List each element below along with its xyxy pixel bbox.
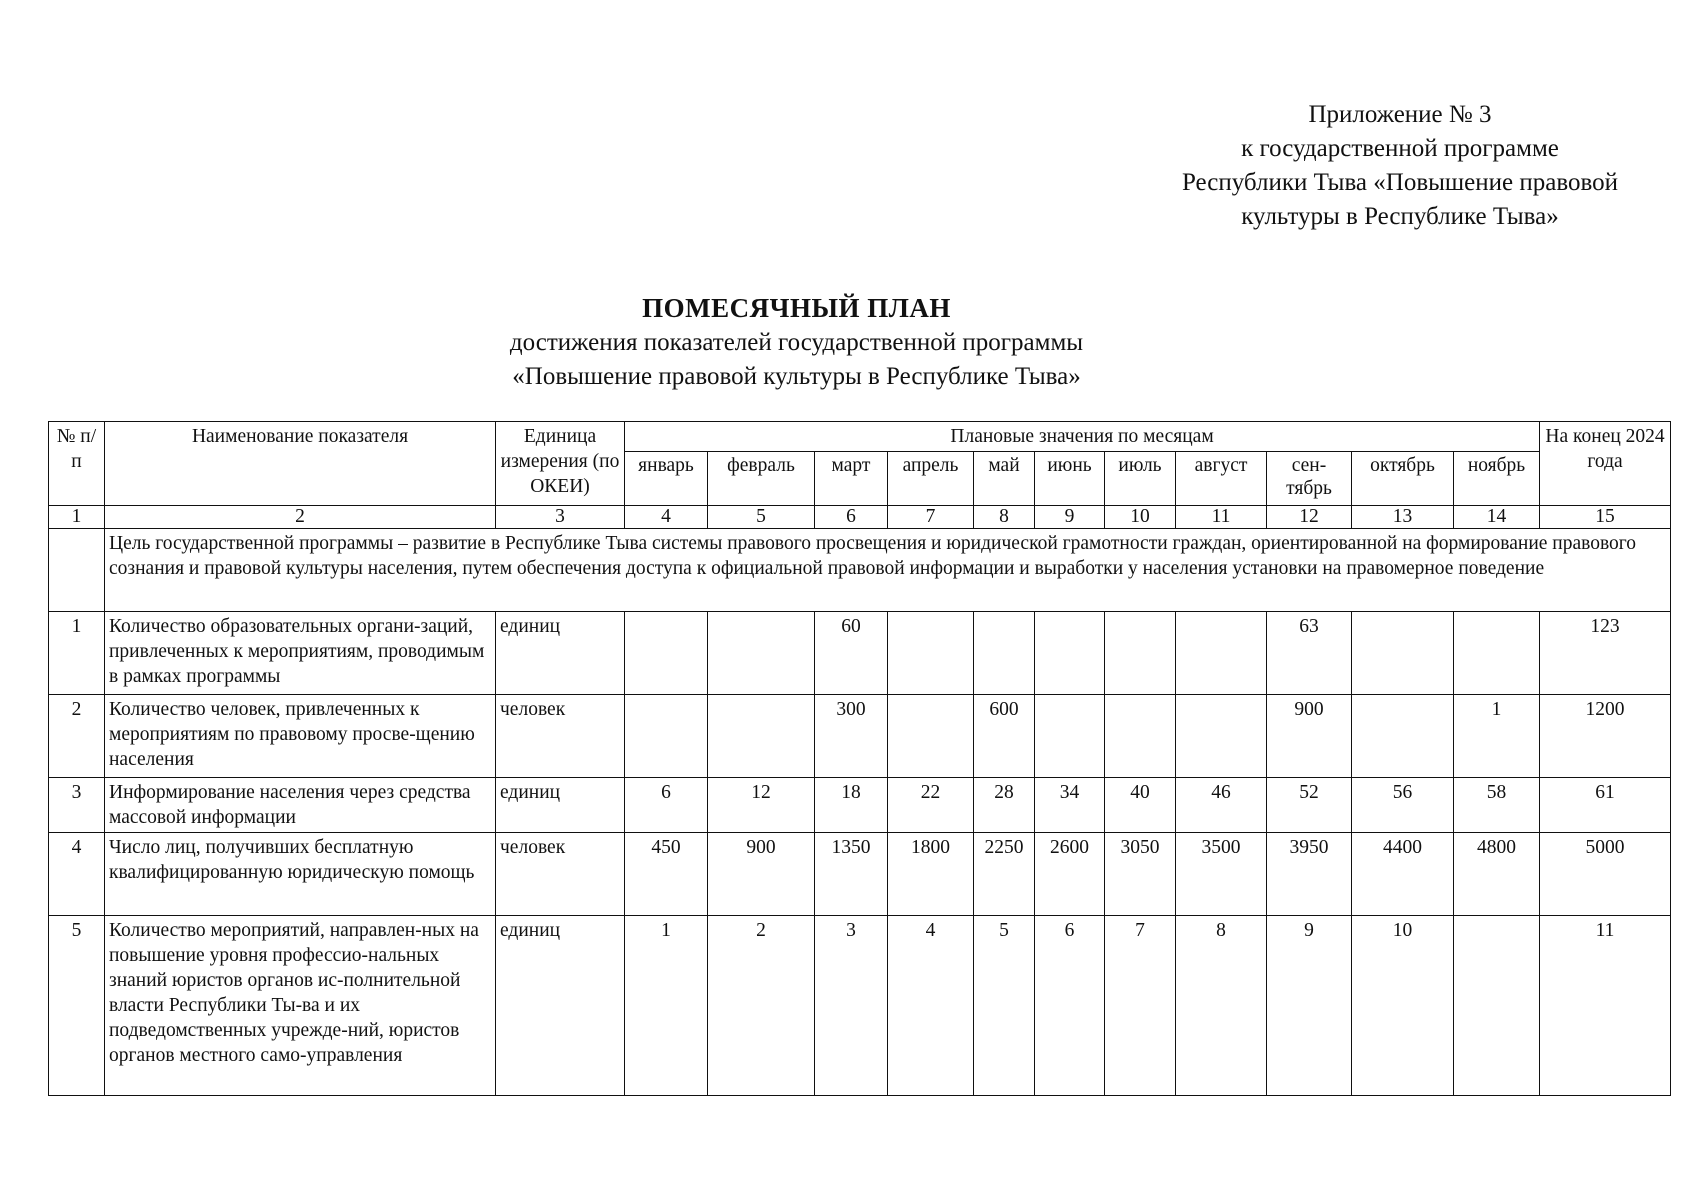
row-num: 1 xyxy=(49,612,105,695)
month-value xyxy=(1352,612,1454,695)
month-value: 46 xyxy=(1176,778,1267,833)
month-value: 56 xyxy=(1352,778,1454,833)
month-value: 900 xyxy=(708,833,815,916)
month-value: 1800 xyxy=(888,833,974,916)
month-value xyxy=(1105,695,1176,778)
goal-row xyxy=(49,529,1671,612)
header-month: октябрь xyxy=(1352,452,1454,506)
indicator-name: Число лиц, получивших бесплатную квалифицированную юридическую помощь xyxy=(105,833,496,916)
table-row xyxy=(49,833,1671,916)
end-value: 1200 xyxy=(1540,695,1671,778)
document-subtitle: «Повышение правовой культуры в Республике Тыва» xyxy=(512,363,1081,390)
table-row xyxy=(49,778,1671,833)
unit-cell: единиц xyxy=(496,916,625,1096)
header-month: июль xyxy=(1105,452,1176,506)
unit-cell: человек xyxy=(496,833,625,916)
month-value: 1 xyxy=(1454,695,1540,778)
column-number: 14 xyxy=(1454,506,1540,529)
month-value xyxy=(1035,695,1105,778)
month-value: 1350 xyxy=(815,833,888,916)
row-num: 4 xyxy=(49,833,105,916)
table-header-row xyxy=(49,422,1671,452)
month-value: 4400 xyxy=(1352,833,1454,916)
column-number: 5 xyxy=(708,506,815,529)
column-number: 8 xyxy=(974,506,1035,529)
header-month: апрель xyxy=(888,452,974,506)
unit-cell: человек xyxy=(496,695,625,778)
table-row xyxy=(49,695,1671,778)
header-name: Наименование показателя xyxy=(105,422,496,506)
table-row xyxy=(49,916,1671,1096)
header-month: ноябрь xyxy=(1454,452,1540,506)
month-value: 2250 xyxy=(974,833,1035,916)
month-value: 6 xyxy=(625,778,708,833)
month-value: 40 xyxy=(1105,778,1176,833)
month-value: 450 xyxy=(625,833,708,916)
month-value: 3050 xyxy=(1105,833,1176,916)
month-value xyxy=(974,612,1035,695)
month-value xyxy=(625,612,708,695)
month-value: 63 xyxy=(1267,612,1352,695)
header-month: май xyxy=(974,452,1035,506)
header-month: март xyxy=(815,452,888,506)
row-num: 3 xyxy=(49,778,105,833)
month-value xyxy=(1454,916,1540,1096)
month-value: 10 xyxy=(1352,916,1454,1096)
month-value: 5 xyxy=(974,916,1035,1096)
month-value: 4 xyxy=(888,916,974,1096)
document-title: ПОМЕСЯЧНЫЙ ПЛАН xyxy=(642,293,951,323)
indicator-name: Количество образовательных органи-заций, привлеченных к мероприятиям, проводимым в рамках программы xyxy=(105,612,496,695)
appendix-line: Приложение № 3 xyxy=(1308,101,1492,128)
column-number: 11 xyxy=(1176,506,1267,529)
month-value: 3950 xyxy=(1267,833,1352,916)
appendix-line: культуры в Республике Тыва» xyxy=(1241,203,1559,230)
month-value xyxy=(1352,695,1454,778)
month-value xyxy=(708,612,815,695)
month-value: 28 xyxy=(974,778,1035,833)
month-value: 58 xyxy=(1454,778,1540,833)
header-month: июнь xyxy=(1035,452,1105,506)
appendix-note xyxy=(1150,98,1650,234)
indicator-name: Количество мероприятий, направлен-ных на повышение уровня профессио-нальных знаний юристов органов ис-полнительной власти Республики Ты-ва и их подведомственных учрежде-ний, юристов органов местного само-управления xyxy=(105,916,496,1096)
document-heading xyxy=(0,290,1697,394)
month-value xyxy=(1176,695,1267,778)
monthly-plan-table xyxy=(48,421,1671,1096)
month-value: 22 xyxy=(888,778,974,833)
column-number: 4 xyxy=(625,506,708,529)
month-value xyxy=(888,612,974,695)
header-plan: Плановые значения по месяцам xyxy=(625,422,1540,452)
month-value: 1 xyxy=(625,916,708,1096)
month-value: 60 xyxy=(815,612,888,695)
month-value xyxy=(1035,612,1105,695)
end-value: 11 xyxy=(1540,916,1671,1096)
unit-cell: единиц xyxy=(496,612,625,695)
column-number: 13 xyxy=(1352,506,1454,529)
header-month: февраль xyxy=(708,452,815,506)
month-value: 18 xyxy=(815,778,888,833)
appendix-line: Республики Тыва «Повышение правовой xyxy=(1181,169,1619,196)
header-end: На конец 2024 года xyxy=(1540,422,1671,506)
month-value xyxy=(1105,612,1176,695)
month-value xyxy=(625,695,708,778)
column-number: 10 xyxy=(1105,506,1176,529)
month-value: 52 xyxy=(1267,778,1352,833)
month-value xyxy=(1176,612,1267,695)
month-value xyxy=(1454,612,1540,695)
row-num: 5 xyxy=(49,916,105,1096)
month-value: 300 xyxy=(815,695,888,778)
document-subtitle: достижения показателей государственной программы xyxy=(509,329,1084,356)
month-value: 8 xyxy=(1176,916,1267,1096)
header-unit: Единица измерения (по ОКЕИ) xyxy=(496,422,625,506)
month-value: 900 xyxy=(1267,695,1352,778)
column-number: 15 xyxy=(1540,506,1671,529)
month-value xyxy=(708,695,815,778)
end-value: 123 xyxy=(1540,612,1671,695)
column-number: 1 xyxy=(49,506,105,529)
month-value: 4800 xyxy=(1454,833,1540,916)
month-value: 3500 xyxy=(1176,833,1267,916)
end-value: 61 xyxy=(1540,778,1671,833)
column-number: 2 xyxy=(105,506,496,529)
unit-cell: единиц xyxy=(496,778,625,833)
column-number: 9 xyxy=(1035,506,1105,529)
table-row xyxy=(49,612,1671,695)
month-value: 6 xyxy=(1035,916,1105,1096)
month-value: 34 xyxy=(1035,778,1105,833)
column-number: 12 xyxy=(1267,506,1352,529)
month-value: 2600 xyxy=(1035,833,1105,916)
header-num: № п/п xyxy=(49,422,105,506)
column-number: 7 xyxy=(888,506,974,529)
indicator-name: Количество человек, привлеченных к мероприятиям по правовому просве-щению населения xyxy=(105,695,496,778)
indicator-name: Информирование населения через средства массовой информации xyxy=(105,778,496,833)
month-value: 2 xyxy=(708,916,815,1096)
header-month: январь xyxy=(625,452,708,506)
month-value: 600 xyxy=(974,695,1035,778)
header-month: сен-тябрь xyxy=(1267,452,1352,506)
goal-num-cell xyxy=(49,529,105,612)
month-value: 3 xyxy=(815,916,888,1096)
month-value: 7 xyxy=(1105,916,1176,1096)
month-value: 12 xyxy=(708,778,815,833)
column-number: 6 xyxy=(815,506,888,529)
column-number: 3 xyxy=(496,506,625,529)
end-value: 5000 xyxy=(1540,833,1671,916)
header-month: август xyxy=(1176,452,1267,506)
month-value: 9 xyxy=(1267,916,1352,1096)
goal-text: Цель государственной программы – развитие в Республике Тыва системы правового просвещения и юридической грамотности граждан, ориентированной на формирование правового сознания и правовой культуры населения, путем обеспечения доступа к официальной правовой информации и выработки у населения установки на правомерное поведение xyxy=(105,529,1671,612)
row-num: 2 xyxy=(49,695,105,778)
month-value xyxy=(888,695,974,778)
appendix-line: к государственной программе xyxy=(1241,135,1559,162)
column-number-row xyxy=(49,506,1671,529)
